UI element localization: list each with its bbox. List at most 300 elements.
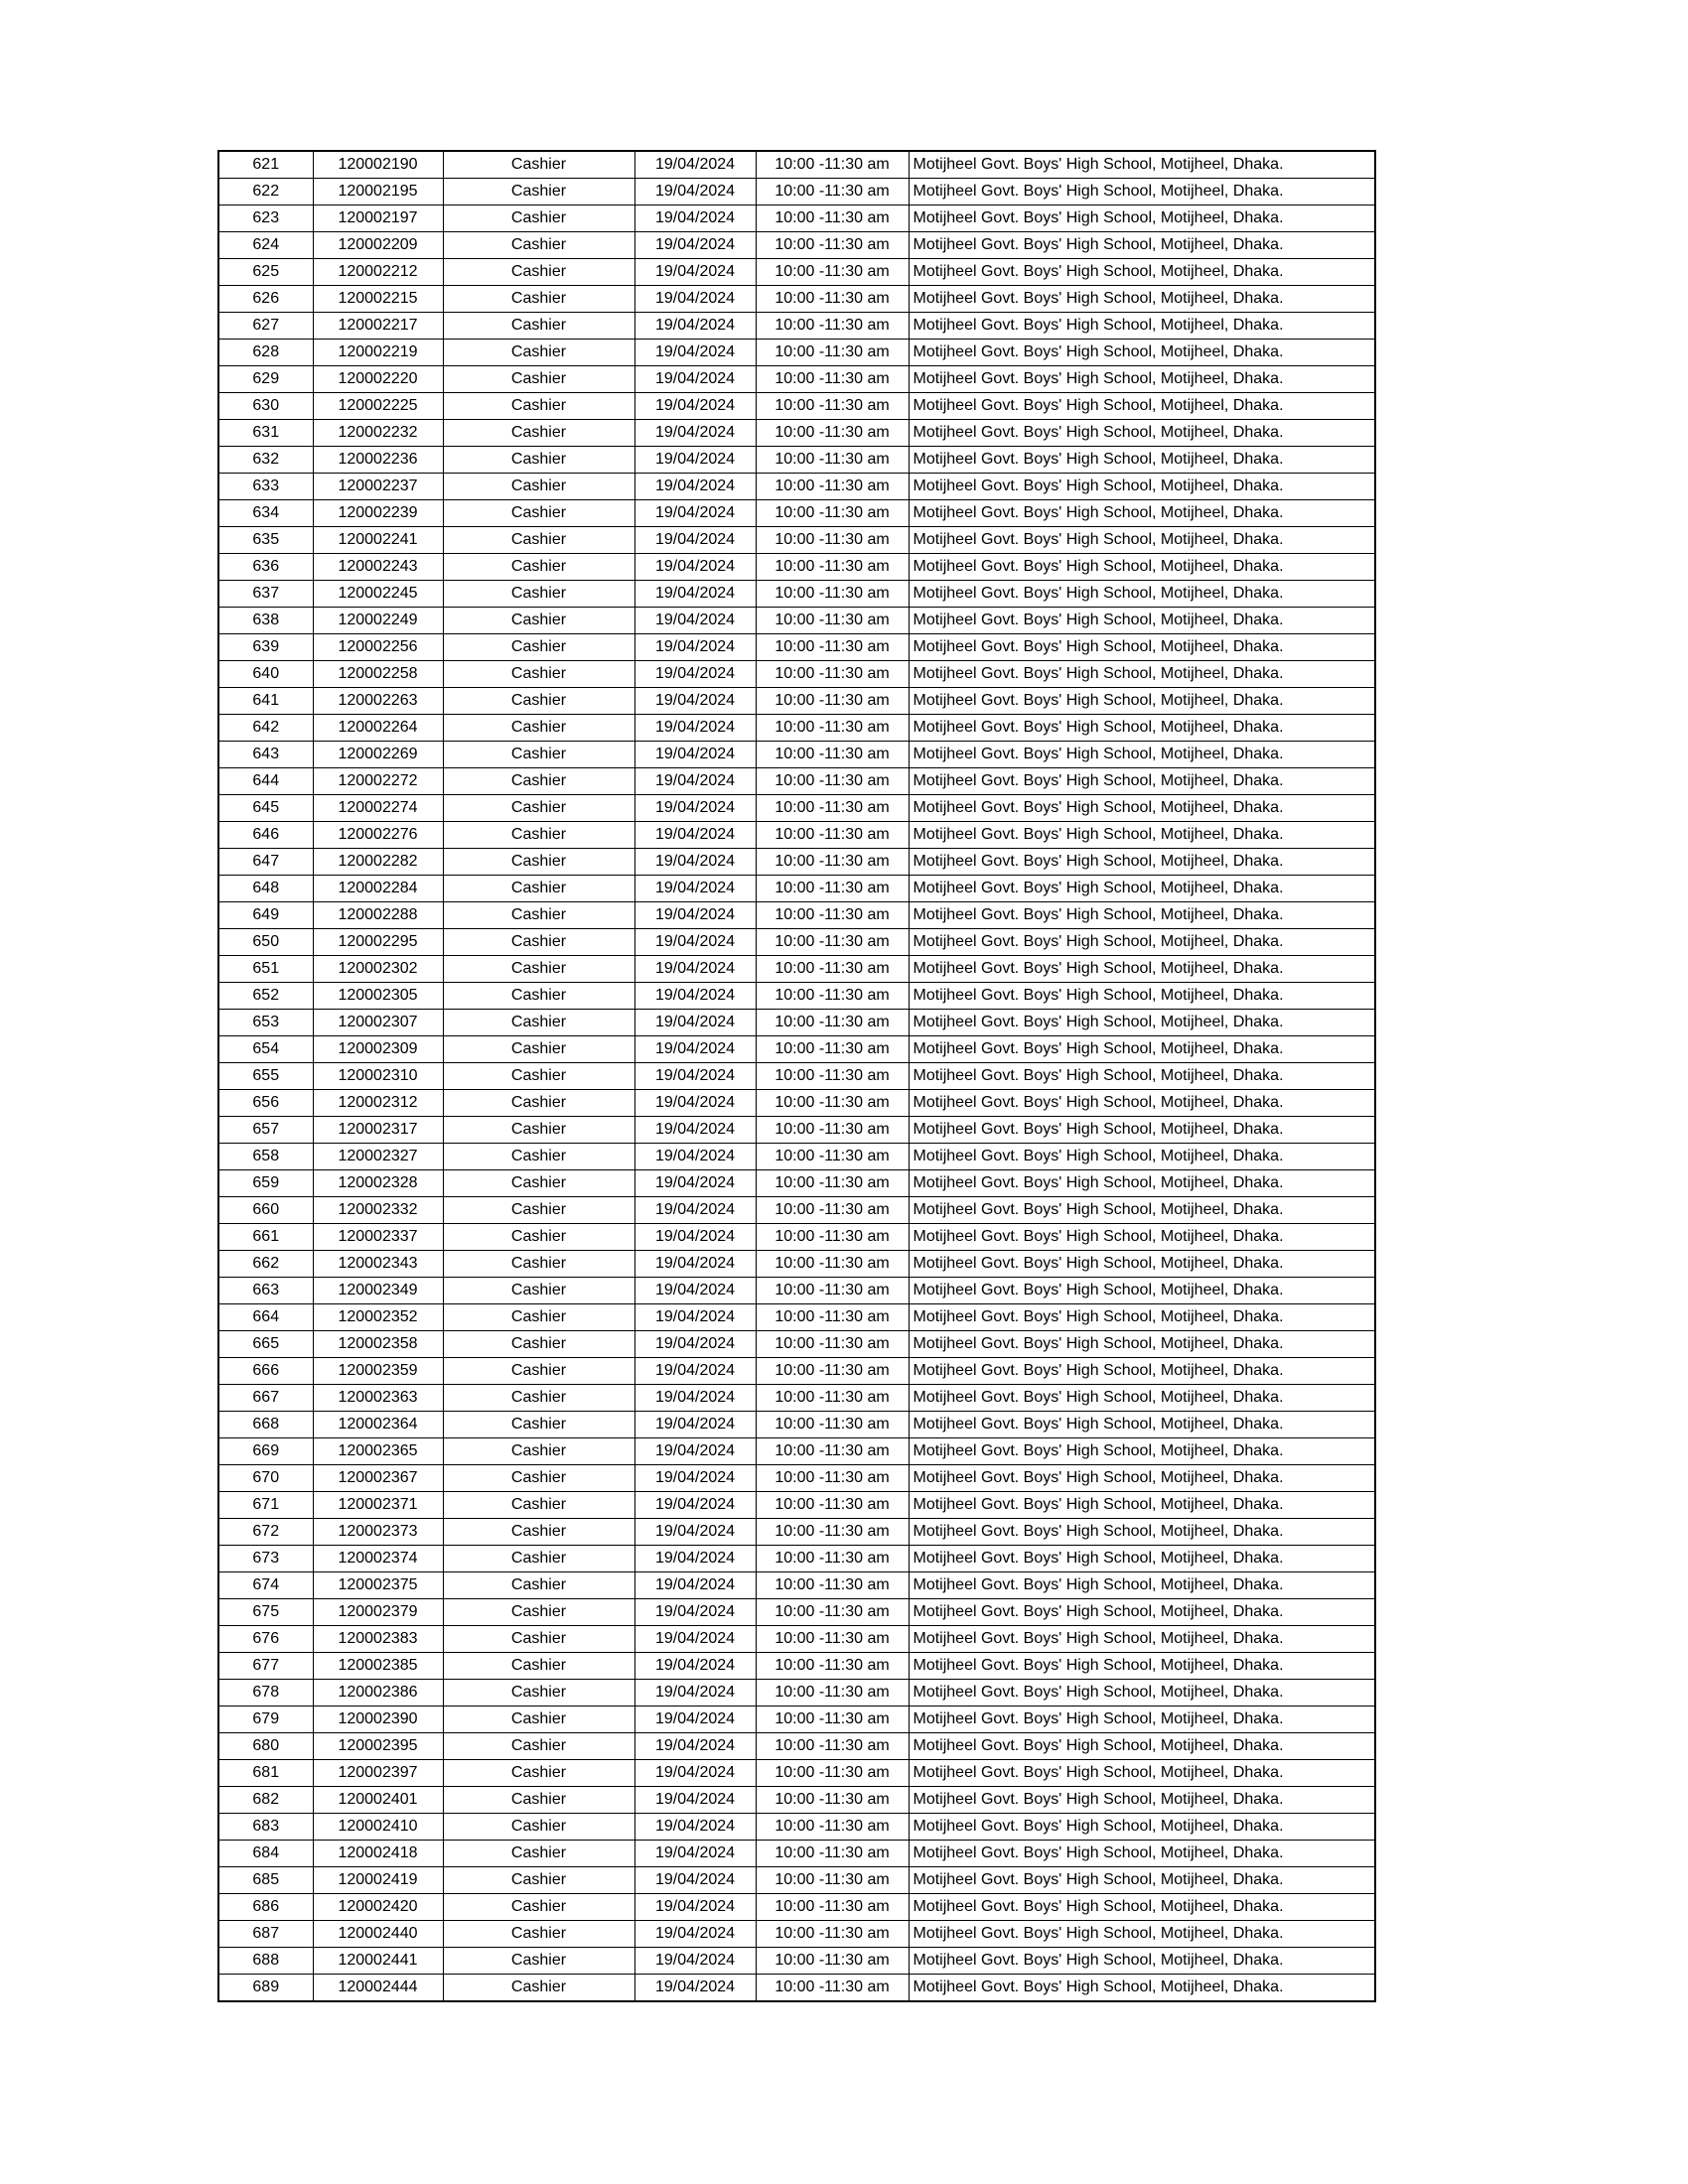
exam-date-cell: 19/04/2024 [634, 983, 756, 1010]
table-row [218, 205, 1375, 232]
post-name-cell: Cashier [443, 1653, 634, 1680]
table-row [218, 1010, 1375, 1036]
exam-date-cell: 19/04/2024 [634, 1653, 756, 1680]
exam-date-cell: 19/04/2024 [634, 1680, 756, 1706]
roll-number-cell: 120002373 [313, 1519, 443, 1546]
exam-date-cell: 19/04/2024 [634, 1304, 756, 1331]
roll-number-cell: 120002243 [313, 554, 443, 581]
serial-cell: 638 [218, 608, 313, 634]
exam-time-cell: 10:00 -11:30 am [756, 1546, 909, 1572]
table-row [218, 1278, 1375, 1304]
post-name-cell: Cashier [443, 1412, 634, 1438]
roll-number-cell: 120002327 [313, 1144, 443, 1170]
roll-number-cell: 120002263 [313, 688, 443, 715]
roll-number-cell: 120002195 [313, 179, 443, 205]
roll-number-cell: 120002352 [313, 1304, 443, 1331]
table-row [218, 1063, 1375, 1090]
exam-time-cell: 10:00 -11:30 am [756, 554, 909, 581]
exam-time-cell: 10:00 -11:30 am [756, 1063, 909, 1090]
serial-cell: 651 [218, 956, 313, 983]
exam-date-cell: 19/04/2024 [634, 1385, 756, 1412]
exam-venue-cell: Motijheel Govt. Boys' High School, Motijheel, Dhaka. [909, 1706, 1375, 1733]
post-name-cell: Cashier [443, 1144, 634, 1170]
exam-venue-cell: Motijheel Govt. Boys' High School, Motijheel, Dhaka. [909, 768, 1375, 795]
exam-time-cell: 10:00 -11:30 am [756, 1787, 909, 1814]
serial-cell: 672 [218, 1519, 313, 1546]
serial-cell: 625 [218, 259, 313, 286]
table-row [218, 1706, 1375, 1733]
exam-date-cell: 19/04/2024 [634, 1626, 756, 1653]
serial-cell: 688 [218, 1948, 313, 1975]
roll-number-cell: 120002367 [313, 1465, 443, 1492]
table-row [218, 742, 1375, 768]
exam-date-cell: 19/04/2024 [634, 742, 756, 768]
exam-time-cell: 10:00 -11:30 am [756, 1278, 909, 1304]
serial-cell: 643 [218, 742, 313, 768]
table-row [218, 1492, 1375, 1519]
table-row [218, 420, 1375, 447]
post-name-cell: Cashier [443, 849, 634, 876]
exam-date-cell: 19/04/2024 [634, 500, 756, 527]
exam-venue-cell: Motijheel Govt. Boys' High School, Motijheel, Dhaka. [909, 1010, 1375, 1036]
table-row [218, 1465, 1375, 1492]
roll-number-cell: 120002295 [313, 929, 443, 956]
table-row [218, 1170, 1375, 1197]
roll-number-cell: 120002337 [313, 1224, 443, 1251]
roll-number-cell: 120002349 [313, 1278, 443, 1304]
exam-time-cell: 10:00 -11:30 am [756, 688, 909, 715]
exam-date-cell: 19/04/2024 [634, 1841, 756, 1867]
exam-venue-cell: Motijheel Govt. Boys' High School, Motijheel, Dhaka. [909, 634, 1375, 661]
exam-date-cell: 19/04/2024 [634, 1197, 756, 1224]
exam-venue-cell: Motijheel Govt. Boys' High School, Motijheel, Dhaka. [909, 1090, 1375, 1117]
roll-number-cell: 120002239 [313, 500, 443, 527]
serial-cell: 683 [218, 1814, 313, 1841]
table-row [218, 151, 1375, 179]
table-row [218, 1733, 1375, 1760]
roll-number-cell: 120002379 [313, 1599, 443, 1626]
roll-number-cell: 120002212 [313, 259, 443, 286]
roll-number-cell: 120002375 [313, 1572, 443, 1599]
exam-venue-cell: Motijheel Govt. Boys' High School, Motijheel, Dhaka. [909, 340, 1375, 366]
serial-cell: 629 [218, 366, 313, 393]
exam-venue-cell: Motijheel Govt. Boys' High School, Motijheel, Dhaka. [909, 1358, 1375, 1385]
table-row [218, 634, 1375, 661]
post-name-cell: Cashier [443, 822, 634, 849]
exam-date-cell: 19/04/2024 [634, 1814, 756, 1841]
exam-date-cell: 19/04/2024 [634, 313, 756, 340]
exam-time-cell: 10:00 -11:30 am [756, 1975, 909, 2002]
exam-time-cell: 10:00 -11:30 am [756, 286, 909, 313]
exam-venue-cell: Motijheel Govt. Boys' High School, Motijheel, Dhaka. [909, 1921, 1375, 1948]
post-name-cell: Cashier [443, 581, 634, 608]
post-name-cell: Cashier [443, 1090, 634, 1117]
exam-date-cell: 19/04/2024 [634, 715, 756, 742]
serial-cell: 632 [218, 447, 313, 474]
exam-venue-cell: Motijheel Govt. Boys' High School, Motijheel, Dhaka. [909, 1572, 1375, 1599]
exam-date-cell: 19/04/2024 [634, 1090, 756, 1117]
roll-number-cell: 120002441 [313, 1948, 443, 1975]
exam-date-cell: 19/04/2024 [634, 1787, 756, 1814]
post-name-cell: Cashier [443, 313, 634, 340]
post-name-cell: Cashier [443, 1706, 634, 1733]
table-row [218, 1680, 1375, 1706]
serial-cell: 636 [218, 554, 313, 581]
table-row [218, 366, 1375, 393]
exam-date-cell: 19/04/2024 [634, 259, 756, 286]
exam-venue-cell: Motijheel Govt. Boys' High School, Motijheel, Dhaka. [909, 1197, 1375, 1224]
serial-cell: 628 [218, 340, 313, 366]
roll-number-cell: 120002395 [313, 1733, 443, 1760]
exam-date-cell: 19/04/2024 [634, 822, 756, 849]
exam-date-cell: 19/04/2024 [634, 151, 756, 179]
exam-time-cell: 10:00 -11:30 am [756, 420, 909, 447]
exam-venue-cell: Motijheel Govt. Boys' High School, Motijheel, Dhaka. [909, 313, 1375, 340]
exam-time-cell: 10:00 -11:30 am [756, 1358, 909, 1385]
exam-venue-cell: Motijheel Govt. Boys' High School, Motijheel, Dhaka. [909, 983, 1375, 1010]
post-name-cell: Cashier [443, 1117, 634, 1144]
table-row [218, 1841, 1375, 1867]
exam-date-cell: 19/04/2024 [634, 1572, 756, 1599]
seat-plan-body [218, 151, 1375, 2001]
exam-date-cell: 19/04/2024 [634, 1412, 756, 1438]
roll-number-cell: 120002343 [313, 1251, 443, 1278]
table-row [218, 527, 1375, 554]
serial-cell: 663 [218, 1278, 313, 1304]
exam-time-cell: 10:00 -11:30 am [756, 1760, 909, 1787]
exam-date-cell: 19/04/2024 [634, 1278, 756, 1304]
roll-number-cell: 120002383 [313, 1626, 443, 1653]
post-name-cell: Cashier [443, 1278, 634, 1304]
exam-time-cell: 10:00 -11:30 am [756, 1733, 909, 1760]
exam-time-cell: 10:00 -11:30 am [756, 795, 909, 822]
exam-date-cell: 19/04/2024 [634, 1760, 756, 1787]
exam-time-cell: 10:00 -11:30 am [756, 205, 909, 232]
table-row [218, 313, 1375, 340]
exam-venue-cell: Motijheel Govt. Boys' High School, Motijheel, Dhaka. [909, 1680, 1375, 1706]
serial-cell: 675 [218, 1599, 313, 1626]
post-name-cell: Cashier [443, 1492, 634, 1519]
table-row [218, 661, 1375, 688]
exam-venue-cell: Motijheel Govt. Boys' High School, Motijheel, Dhaka. [909, 1787, 1375, 1814]
roll-number-cell: 120002418 [313, 1841, 443, 1867]
post-name-cell: Cashier [443, 929, 634, 956]
table-row [218, 259, 1375, 286]
roll-number-cell: 120002219 [313, 340, 443, 366]
exam-date-cell: 19/04/2024 [634, 1546, 756, 1572]
serial-cell: 676 [218, 1626, 313, 1653]
exam-venue-cell: Motijheel Govt. Boys' High School, Motijheel, Dhaka. [909, 1599, 1375, 1626]
table-row [218, 1438, 1375, 1465]
exam-date-cell: 19/04/2024 [634, 179, 756, 205]
roll-number-cell: 120002209 [313, 232, 443, 259]
exam-date-cell: 19/04/2024 [634, 1465, 756, 1492]
table-row [218, 1599, 1375, 1626]
exam-time-cell: 10:00 -11:30 am [756, 474, 909, 500]
exam-date-cell: 19/04/2024 [634, 1224, 756, 1251]
post-name-cell: Cashier [443, 902, 634, 929]
serial-cell: 646 [218, 822, 313, 849]
table-row [218, 715, 1375, 742]
exam-time-cell: 10:00 -11:30 am [756, 1197, 909, 1224]
exam-time-cell: 10:00 -11:30 am [756, 715, 909, 742]
post-name-cell: Cashier [443, 1626, 634, 1653]
post-name-cell: Cashier [443, 1197, 634, 1224]
table-row [218, 1385, 1375, 1412]
post-name-cell: Cashier [443, 1975, 634, 2002]
roll-number-cell: 120002272 [313, 768, 443, 795]
serial-cell: 622 [218, 179, 313, 205]
exam-venue-cell: Motijheel Govt. Boys' High School, Motijheel, Dhaka. [909, 151, 1375, 179]
roll-number-cell: 120002419 [313, 1867, 443, 1894]
post-name-cell: Cashier [443, 688, 634, 715]
exam-time-cell: 10:00 -11:30 am [756, 527, 909, 554]
exam-time-cell: 10:00 -11:30 am [756, 1385, 909, 1412]
exam-date-cell: 19/04/2024 [634, 581, 756, 608]
exam-venue-cell: Motijheel Govt. Boys' High School, Motijheel, Dhaka. [909, 1063, 1375, 1090]
post-name-cell: Cashier [443, 1224, 634, 1251]
roll-number-cell: 120002305 [313, 983, 443, 1010]
roll-number-cell: 120002359 [313, 1358, 443, 1385]
serial-cell: 639 [218, 634, 313, 661]
post-name-cell: Cashier [443, 1358, 634, 1385]
exam-venue-cell: Motijheel Govt. Boys' High School, Motijheel, Dhaka. [909, 1814, 1375, 1841]
exam-venue-cell: Motijheel Govt. Boys' High School, Motijheel, Dhaka. [909, 393, 1375, 420]
roll-number-cell: 120002288 [313, 902, 443, 929]
exam-time-cell: 10:00 -11:30 am [756, 1948, 909, 1975]
exam-date-cell: 19/04/2024 [634, 956, 756, 983]
exam-venue-cell: Motijheel Govt. Boys' High School, Motijheel, Dhaka. [909, 581, 1375, 608]
exam-venue-cell: Motijheel Govt. Boys' High School, Motijheel, Dhaka. [909, 1975, 1375, 2002]
exam-venue-cell: Motijheel Govt. Boys' High School, Motijheel, Dhaka. [909, 1867, 1375, 1894]
exam-time-cell: 10:00 -11:30 am [756, 956, 909, 983]
serial-cell: 645 [218, 795, 313, 822]
exam-venue-cell: Motijheel Govt. Boys' High School, Motijheel, Dhaka. [909, 849, 1375, 876]
exam-venue-cell: Motijheel Govt. Boys' High School, Motijheel, Dhaka. [909, 1036, 1375, 1063]
exam-venue-cell: Motijheel Govt. Boys' High School, Motijheel, Dhaka. [909, 1841, 1375, 1867]
exam-venue-cell: Motijheel Govt. Boys' High School, Motijheel, Dhaka. [909, 608, 1375, 634]
table-row [218, 286, 1375, 313]
roll-number-cell: 120002284 [313, 876, 443, 902]
exam-date-cell: 19/04/2024 [634, 661, 756, 688]
post-name-cell: Cashier [443, 1894, 634, 1921]
post-name-cell: Cashier [443, 661, 634, 688]
serial-cell: 658 [218, 1144, 313, 1170]
roll-number-cell: 120002249 [313, 608, 443, 634]
post-name-cell: Cashier [443, 768, 634, 795]
exam-time-cell: 10:00 -11:30 am [756, 742, 909, 768]
exam-date-cell: 19/04/2024 [634, 634, 756, 661]
exam-time-cell: 10:00 -11:30 am [756, 1572, 909, 1599]
table-row [218, 1224, 1375, 1251]
table-row [218, 1090, 1375, 1117]
exam-venue-cell: Motijheel Govt. Boys' High School, Motijheel, Dhaka. [909, 420, 1375, 447]
post-name-cell: Cashier [443, 795, 634, 822]
exam-venue-cell: Motijheel Govt. Boys' High School, Motijheel, Dhaka. [909, 1894, 1375, 1921]
exam-date-cell: 19/04/2024 [634, 902, 756, 929]
table-row [218, 447, 1375, 474]
post-name-cell: Cashier [443, 1814, 634, 1841]
exam-venue-cell: Motijheel Govt. Boys' High School, Motijheel, Dhaka. [909, 1385, 1375, 1412]
exam-date-cell: 19/04/2024 [634, 340, 756, 366]
roll-number-cell: 120002237 [313, 474, 443, 500]
roll-number-cell: 120002232 [313, 420, 443, 447]
exam-venue-cell: Motijheel Govt. Boys' High School, Motijheel, Dhaka. [909, 1733, 1375, 1760]
exam-time-cell: 10:00 -11:30 am [756, 876, 909, 902]
exam-time-cell: 10:00 -11:30 am [756, 661, 909, 688]
roll-number-cell: 120002309 [313, 1036, 443, 1063]
roll-number-cell: 120002365 [313, 1438, 443, 1465]
exam-venue-cell: Motijheel Govt. Boys' High School, Motijheel, Dhaka. [909, 715, 1375, 742]
exam-venue-cell: Motijheel Govt. Boys' High School, Motijheel, Dhaka. [909, 1412, 1375, 1438]
post-name-cell: Cashier [443, 1465, 634, 1492]
post-name-cell: Cashier [443, 500, 634, 527]
table-row [218, 1304, 1375, 1331]
serial-cell: 653 [218, 1010, 313, 1036]
exam-time-cell: 10:00 -11:30 am [756, 1170, 909, 1197]
post-name-cell: Cashier [443, 983, 634, 1010]
exam-venue-cell: Motijheel Govt. Boys' High School, Motijheel, Dhaka. [909, 1760, 1375, 1787]
roll-number-cell: 120002225 [313, 393, 443, 420]
exam-time-cell: 10:00 -11:30 am [756, 259, 909, 286]
exam-time-cell: 10:00 -11:30 am [756, 151, 909, 179]
exam-date-cell: 19/04/2024 [634, 447, 756, 474]
exam-time-cell: 10:00 -11:30 am [756, 1010, 909, 1036]
post-name-cell: Cashier [443, 1170, 634, 1197]
exam-venue-cell: Motijheel Govt. Boys' High School, Motijheel, Dhaka. [909, 286, 1375, 313]
exam-time-cell: 10:00 -11:30 am [756, 1412, 909, 1438]
exam-date-cell: 19/04/2024 [634, 1706, 756, 1733]
exam-date-cell: 19/04/2024 [634, 876, 756, 902]
exam-venue-cell: Motijheel Govt. Boys' High School, Motijheel, Dhaka. [909, 795, 1375, 822]
post-name-cell: Cashier [443, 1599, 634, 1626]
exam-time-cell: 10:00 -11:30 am [756, 1036, 909, 1063]
post-name-cell: Cashier [443, 1921, 634, 1948]
serial-cell: 633 [218, 474, 313, 500]
table-row [218, 1251, 1375, 1278]
roll-number-cell: 120002317 [313, 1117, 443, 1144]
roll-number-cell: 120002397 [313, 1760, 443, 1787]
table-row [218, 929, 1375, 956]
post-name-cell: Cashier [443, 1063, 634, 1090]
post-name-cell: Cashier [443, 393, 634, 420]
table-row [218, 768, 1375, 795]
exam-date-cell: 19/04/2024 [634, 1599, 756, 1626]
table-row [218, 902, 1375, 929]
exam-date-cell: 19/04/2024 [634, 1331, 756, 1358]
table-row [218, 1197, 1375, 1224]
table-row [218, 1331, 1375, 1358]
post-name-cell: Cashier [443, 474, 634, 500]
seat-plan-table [217, 150, 1376, 2002]
exam-time-cell: 10:00 -11:30 am [756, 1090, 909, 1117]
serial-cell: 673 [218, 1546, 313, 1572]
serial-cell: 648 [218, 876, 313, 902]
serial-cell: 640 [218, 661, 313, 688]
table-row [218, 1144, 1375, 1170]
exam-time-cell: 10:00 -11:30 am [756, 447, 909, 474]
exam-time-cell: 10:00 -11:30 am [756, 1519, 909, 1546]
serial-cell: 680 [218, 1733, 313, 1760]
serial-cell: 635 [218, 527, 313, 554]
table-row [218, 1626, 1375, 1653]
exam-time-cell: 10:00 -11:30 am [756, 1117, 909, 1144]
roll-number-cell: 120002264 [313, 715, 443, 742]
post-name-cell: Cashier [443, 1760, 634, 1787]
table-row [218, 1412, 1375, 1438]
roll-number-cell: 120002220 [313, 366, 443, 393]
exam-venue-cell: Motijheel Govt. Boys' High School, Motijheel, Dhaka. [909, 822, 1375, 849]
serial-cell: 689 [218, 1975, 313, 2002]
exam-venue-cell: Motijheel Govt. Boys' High School, Motijheel, Dhaka. [909, 1144, 1375, 1170]
exam-time-cell: 10:00 -11:30 am [756, 768, 909, 795]
roll-number-cell: 120002390 [313, 1706, 443, 1733]
exam-venue-cell: Motijheel Govt. Boys' High School, Motijheel, Dhaka. [909, 1948, 1375, 1975]
serial-cell: 644 [218, 768, 313, 795]
serial-cell: 678 [218, 1680, 313, 1706]
exam-date-cell: 19/04/2024 [634, 795, 756, 822]
serial-cell: 674 [218, 1572, 313, 1599]
exam-venue-cell: Motijheel Govt. Boys' High School, Motijheel, Dhaka. [909, 1331, 1375, 1358]
roll-number-cell: 120002258 [313, 661, 443, 688]
roll-number-cell: 120002328 [313, 1170, 443, 1197]
table-row [218, 795, 1375, 822]
post-name-cell: Cashier [443, 340, 634, 366]
post-name-cell: Cashier [443, 232, 634, 259]
exam-venue-cell: Motijheel Govt. Boys' High School, Motijheel, Dhaka. [909, 500, 1375, 527]
exam-venue-cell: Motijheel Govt. Boys' High School, Motijheel, Dhaka. [909, 1170, 1375, 1197]
exam-date-cell: 19/04/2024 [634, 1519, 756, 1546]
serial-cell: 682 [218, 1787, 313, 1814]
roll-number-cell: 120002310 [313, 1063, 443, 1090]
exam-venue-cell: Motijheel Govt. Boys' High School, Motijheel, Dhaka. [909, 205, 1375, 232]
roll-number-cell: 120002215 [313, 286, 443, 313]
exam-time-cell: 10:00 -11:30 am [756, 1814, 909, 1841]
table-row [218, 1760, 1375, 1787]
roll-number-cell: 120002245 [313, 581, 443, 608]
post-name-cell: Cashier [443, 420, 634, 447]
table-row [218, 1921, 1375, 1948]
roll-number-cell: 120002371 [313, 1492, 443, 1519]
table-row [218, 1572, 1375, 1599]
exam-venue-cell: Motijheel Govt. Boys' High School, Motijheel, Dhaka. [909, 1546, 1375, 1572]
exam-date-cell: 19/04/2024 [634, 1492, 756, 1519]
table-row [218, 1894, 1375, 1921]
roll-number-cell: 120002256 [313, 634, 443, 661]
table-row [218, 608, 1375, 634]
roll-number-cell: 120002302 [313, 956, 443, 983]
serial-cell: 660 [218, 1197, 313, 1224]
post-name-cell: Cashier [443, 286, 634, 313]
exam-date-cell: 19/04/2024 [634, 1063, 756, 1090]
exam-time-cell: 10:00 -11:30 am [756, 902, 909, 929]
roll-number-cell: 120002312 [313, 1090, 443, 1117]
roll-number-cell: 120002358 [313, 1331, 443, 1358]
roll-number-cell: 120002385 [313, 1653, 443, 1680]
exam-date-cell: 19/04/2024 [634, 1144, 756, 1170]
roll-number-cell: 120002197 [313, 205, 443, 232]
exam-date-cell: 19/04/2024 [634, 1894, 756, 1921]
post-name-cell: Cashier [443, 715, 634, 742]
roll-number-cell: 120002274 [313, 795, 443, 822]
post-name-cell: Cashier [443, 1546, 634, 1572]
table-row [218, 1519, 1375, 1546]
post-name-cell: Cashier [443, 1867, 634, 1894]
serial-cell: 626 [218, 286, 313, 313]
serial-cell: 687 [218, 1921, 313, 1948]
exam-venue-cell: Motijheel Govt. Boys' High School, Motijheel, Dhaka. [909, 902, 1375, 929]
serial-cell: 666 [218, 1358, 313, 1385]
